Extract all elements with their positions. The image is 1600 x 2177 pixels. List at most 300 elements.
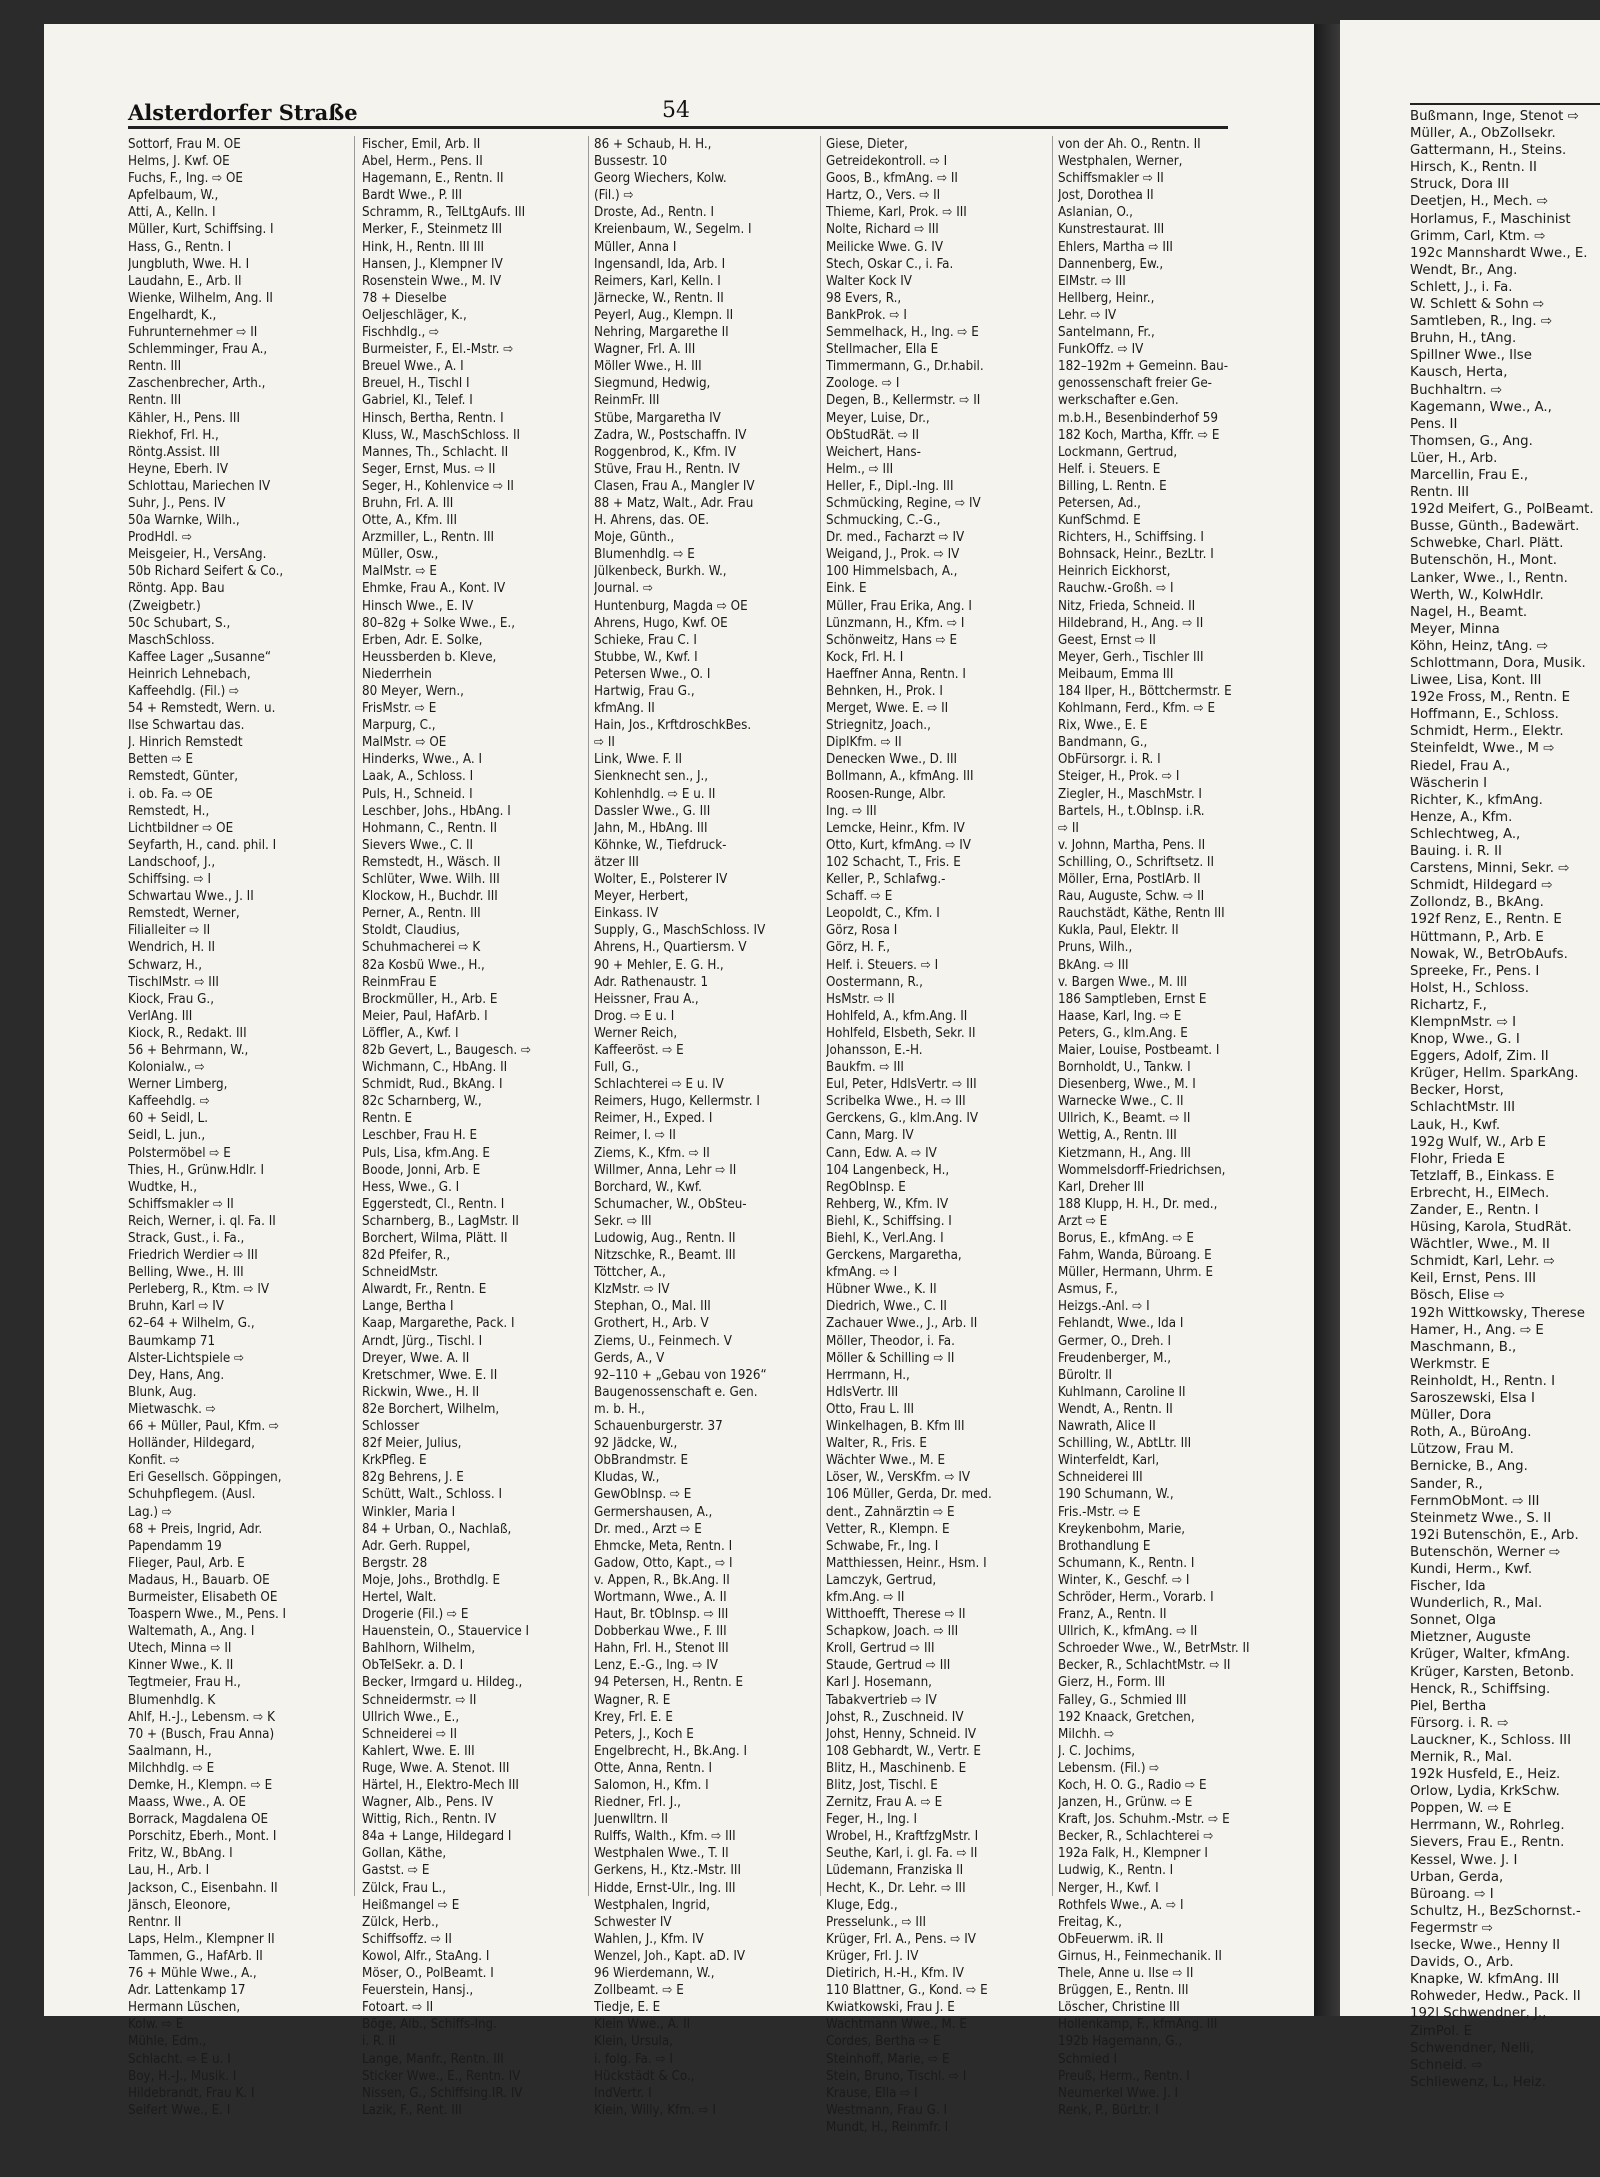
directory-entry-line: Otte, A., Kfm. III [362, 513, 457, 529]
directory-entry-line: Gierz, H., Form. III [1058, 1675, 1166, 1691]
directory-entry-line: Roth, A., BüroAng. [1410, 1425, 1532, 1441]
directory-entry-line: Kohlenhdlg. ⇨ E u. II [594, 786, 716, 802]
directory-entry-line: Milchhdlg. ⇨ E [128, 1760, 215, 1776]
directory-entry-line: Polstermöbel ⇨ E [128, 1145, 231, 1161]
directory-entry-line: Ahrens, H., Quartiersm. V [594, 940, 747, 956]
directory-entry-line: Lanker, Wwe., I., Rentn. [1410, 570, 1568, 586]
directory-entry-line: Becker, Irmgard u. Hildeg., [362, 1675, 523, 1691]
directory-entry-line: Demke, H., Klempn. ⇨ E [128, 1778, 273, 1793]
directory-entry-line: Jungbluth, Wwe. H. I [128, 256, 250, 272]
directory-entry-line: Lehr. ⇨ IV [1058, 307, 1117, 323]
directory-entry-line: Utech, Minna ⇨ II [128, 1641, 232, 1657]
directory-entry-line: Schlachterei ⇨ E u. IV [594, 1077, 724, 1093]
directory-entry-line: Seger, H., Kohlenvice ⇨ II [362, 478, 514, 494]
directory-entry-line: Hidde, Ernst-Ulr., Ing. III [594, 1880, 736, 1896]
directory-entry-line: Flieger, Paul, Arb. E [128, 1555, 245, 1571]
directory-entry-line: Hermann Lüschen, [128, 2000, 241, 2016]
directory-entry-line: Kretschmer, Wwe. E. II [362, 1367, 498, 1383]
directory-entry-line: Schumacher, W., ObSteu- [594, 1196, 747, 1212]
directory-entry-line: Santelmann, Fr., [1058, 325, 1155, 341]
directory-entry-line: Richartz, F., [1410, 997, 1487, 1013]
directory-entry-line: Jost, Dorothea II [1058, 188, 1154, 204]
directory-entry-line: kfmAng. ⇨ I [826, 1265, 898, 1281]
directory-entry-line: Staude, Gertrud ⇨ III [826, 1658, 951, 1674]
directory-entry-line: Saalmann, H., [128, 1743, 212, 1759]
directory-entry-line: Mundt, H., Reinmfr. I [826, 2119, 949, 2135]
directory-entry-line: Link, Wwe. F. II [594, 752, 683, 768]
directory-entry-line: Stech, Oskar C., i. Fa. [826, 256, 954, 272]
directory-entry-line: Milchh. ⇨ [1058, 1726, 1115, 1742]
directory-entry-line: Winterfeldt, Karl, [1058, 1453, 1160, 1469]
page-header [128, 98, 1228, 126]
directory-entry-line: 50c Schubart, S., [128, 615, 231, 631]
directory-entry-line: Ludwig, K., Rentn. I [1058, 1863, 1174, 1879]
directory-entry-line: KlzMstr. ⇨ IV [594, 1282, 670, 1298]
directory-entry-line: Siegmund, Hedwig, [594, 376, 711, 392]
directory-entry-line: Boode, Jonni, Arb. E [362, 1162, 481, 1178]
directory-entry-line: Schramm, R., TelLtgAufs. III [362, 205, 526, 221]
directory-entry-line: Schapkow, Joach. ⇨ III [826, 1624, 959, 1640]
directory-entry-line: 62–64 + Wilhelm, G., [128, 1316, 255, 1332]
directory-entry-line: Wittig, Rich., Rentn. IV [362, 1812, 497, 1828]
directory-column-2 [362, 136, 574, 2119]
directory-entry-line: Dreyer, Wwe. A. II [362, 1350, 470, 1366]
directory-entry-line: Müller, A., ObZollsekr. [1410, 126, 1556, 142]
column-divider [820, 136, 821, 1896]
directory-entry-line: Laps, Helm., Klempner II [128, 1931, 275, 1947]
directory-entry-line: Matthiessen, Heinr., Hsm. I [826, 1555, 987, 1571]
directory-entry-line: 84 + Urban, O., Nachlaß, [362, 1521, 512, 1537]
directory-entry-line: Helf. i. Steuers. ⇨ I [826, 957, 939, 973]
directory-entry-line: Breuel, H., Tischl I [362, 376, 470, 392]
directory-entry-line: Westphalen Wwe., T. II [594, 1846, 729, 1862]
directory-entry-line: Vetter, R., Klempn. E [826, 1521, 950, 1537]
directory-entry-line: Schwendner, Nelli, [1410, 2040, 1535, 2056]
directory-entry-line: 82b Gevert, L., Baugesch. ⇨ [362, 1042, 532, 1058]
facing-page-rule [1410, 103, 1600, 105]
directory-entry-line: Warnecke Wwe., C. II [1058, 1094, 1184, 1110]
directory-entry-line: Presselunk., ⇨ III [826, 1914, 927, 1930]
directory-entry-line: ObTelSekr. a. D. I [362, 1658, 464, 1674]
directory-entry-line: Lünzmann, H., Kfm. ⇨ I [826, 615, 965, 631]
directory-entry-line: 186 Samptleben, Ernst E [1058, 991, 1207, 1007]
directory-entry-line: Böge, Alb., Schiffs-Ing. [362, 2017, 497, 2033]
directory-entry-line: Zadra, W., Postschaffn. IV [594, 427, 747, 443]
directory-entry-line: ObBrandmstr. E [594, 1453, 689, 1469]
directory-entry-line: Keil, Ernst, Pens. III [1410, 1271, 1537, 1287]
directory-entry-line: i. ob. Fa. ⇨ OE [128, 786, 213, 802]
directory-entry-line: Peters, G., klm.Ang. E [1058, 1025, 1188, 1041]
directory-entry-line: Wachtmann Wwe., M. E [826, 2017, 967, 2033]
directory-entry-line: Holländer, Hildegard, [128, 1436, 255, 1452]
directory-entry-line: Stubbe, W., Kwf. I [594, 649, 698, 665]
directory-entry-line: MalMstr. ⇨ E [362, 564, 437, 580]
directory-entry-line: Biehl, K., Schiffsing. I [826, 1213, 952, 1229]
directory-entry-line: ReinmFr. III [594, 393, 660, 409]
directory-entry-line: Puls, Lisa, kfm.Ang. E [362, 1145, 490, 1161]
directory-entry-line: Thieme, Karl, Prok. ⇨ III [826, 205, 967, 221]
directory-entry-line: Schiffsing. ⇨ I [128, 872, 212, 888]
directory-entry-line: Hohlfeld, A., kfm.Ang. II [826, 1008, 968, 1024]
directory-entry-line: Wienke, Wilhelm, Ang. II [128, 290, 273, 306]
directory-entry-line: Schlechtweg, A., [1410, 826, 1521, 842]
directory-entry-line: 110 Blattner, G., Kond. ⇨ E [826, 1983, 988, 1999]
directory-entry-line: Werner Reich, [594, 1025, 678, 1041]
directory-column-4 [826, 136, 1038, 2136]
directory-entry-line: Zollondz, B., BkAng. [1410, 895, 1544, 911]
directory-entry-line: Wudtke, H., [128, 1179, 197, 1195]
directory-entry-line: Lockmann, Gertrud, [1058, 444, 1178, 460]
directory-entry-line: Nagel, H., Beamt. [1410, 604, 1528, 620]
directory-entry-line: Janzen, H., Grünw. ⇨ E [1058, 1795, 1193, 1811]
directory-entry-line: 192b Hagemann, G., [1058, 2034, 1183, 2050]
directory-entry-line: FrisMstr. ⇨ E [362, 701, 437, 717]
directory-entry-line: Geest, Ernst ⇨ II [1058, 632, 1156, 648]
directory-entry-line: Wahlen, J., Kfm. IV [594, 1931, 704, 1947]
directory-entry-line: Zülck, Herb., [362, 1914, 439, 1930]
directory-entry-line: 80 Meyer, Wern., [362, 684, 464, 699]
directory-entry-line: IndVertr. I [594, 2085, 652, 2101]
directory-entry-line: Hüsing, Karola, StudRät. [1410, 1220, 1572, 1236]
directory-entry-line: Urban, Gerda, [1410, 1869, 1504, 1885]
directory-entry-line: Mannes, Th., Schlacht. II [362, 444, 509, 460]
directory-entry-line: BankProk. ⇨ I [826, 307, 907, 323]
directory-entry-line: Tiedje, E. E [594, 2000, 661, 2016]
directory-entry-line: Kreienbaum, W., Segelm. I [594, 222, 752, 238]
directory-entry-line: 88 + Matz, Walt., Adr. Frau [594, 495, 754, 511]
directory-entry-line: 80–82g + Solke Wwe., E., [362, 615, 516, 631]
directory-entry-line: Herrmann, H., [826, 1367, 910, 1383]
directory-entry-line: Lamczyk, Gertrud, [826, 1572, 937, 1588]
directory-entry-line: ObFeuerwm. iR. II [1058, 1931, 1164, 1947]
directory-entry-line: ⇨ II [1058, 820, 1079, 836]
directory-entry-line: Remstedt, H., [128, 803, 210, 819]
directory-entry-line: Meyer, Luise, Dr., [826, 410, 930, 426]
directory-entry-line: Schiffsoffz. ⇨ II [362, 1931, 452, 1947]
directory-entry-line: Carstens, Minni, Sekr. ⇨ [1410, 861, 1570, 877]
directory-entry-line: 108 Gebhardt, W., Vertr. E [826, 1743, 981, 1759]
directory-entry-line: Rix, Wwe., E. E [1058, 718, 1148, 734]
directory-entry-line: Müller, Osw., [362, 547, 439, 563]
directory-entry-line: Hagemann, E., Rentn. II [362, 171, 504, 187]
directory-entry-line: Davids, O., Arb. [1410, 1955, 1514, 1971]
directory-entry-line: Puls, H., Schneid. I [362, 786, 473, 802]
directory-entry-line: ätzer III [594, 854, 639, 870]
directory-entry-line: Eink. E [826, 581, 867, 597]
directory-entry-line: 192i Butenschön, E., Arb. [1410, 1527, 1579, 1543]
directory-entry-line: Zernitz, Frau A. ⇨ E [826, 1795, 943, 1811]
street-title: Alsterdorfer Straße [128, 100, 358, 125]
directory-entry-line: Kundi, Herm., Kwf. [1410, 1561, 1533, 1577]
directory-entry-line: Kock, Frl. H. I [826, 649, 904, 665]
directory-entry-line: Müller, Anna I [594, 239, 677, 255]
directory-entry-line: Alwardt, Fr., Rentn. E [362, 1282, 487, 1298]
directory-entry-line: Schauenburgerstr. 37 [594, 1419, 723, 1435]
directory-entry-line: Apfelbaum, W., [128, 188, 219, 204]
directory-entry-line: Möller & Schilling ⇨ II [826, 1350, 955, 1366]
directory-entry-line: Degen, B., Kellermstr. ⇨ II [826, 393, 981, 409]
directory-entry-line: Fotoart. ⇨ II [362, 2000, 434, 2016]
directory-entry-line: Poppen, W. ⇨ E [1410, 1801, 1512, 1817]
directory-entry-line: Krause, Ella ⇨ I [826, 2085, 918, 2101]
directory-entry-line: Fürsorg. i. R. ⇨ [1410, 1715, 1509, 1731]
directory-entry-line: Dassler Wwe., G. III [594, 803, 711, 819]
directory-entry-line: Klein Wwe., A. II [594, 2017, 691, 2033]
directory-entry-line: Blunk, Aug. [128, 1384, 197, 1400]
directory-entry-line: Mühle, Edm., [128, 2034, 207, 2050]
directory-entry-line: 82a Kosbü Wwe., H., [362, 957, 485, 973]
directory-entry-line: Riekhof, Frl. H., [128, 427, 219, 443]
directory-entry-line: Fuhrunternehmer ⇨ II [128, 325, 258, 341]
directory-entry-line: Nehring, Margarethe II [594, 325, 729, 341]
directory-entry-line: Hellberg, Heinr., [1058, 290, 1155, 306]
directory-entry-line: Meyer, Herbert, [594, 889, 689, 905]
directory-entry-line: 82e Borchert, Wilhelm, [362, 1401, 500, 1417]
directory-entry-line: FunkOffz. ⇨ IV [1058, 342, 1144, 358]
directory-entry-line: Zollbeamt. ⇨ E [594, 1983, 684, 1999]
directory-entry-line: Hess, Wwe., G. I [362, 1179, 460, 1195]
directory-entry-line: Blumenhdlg. ⇨ E [594, 547, 695, 563]
directory-entry-line: Bahlhorn, Wilhelm, [362, 1641, 476, 1657]
directory-entry-line: 190 Schumann, W., [1058, 1487, 1174, 1503]
directory-entry-line: 84a + Lange, Hildegard I [362, 1829, 512, 1845]
directory-entry-line: Bollmann, A., kfmAng. III [826, 769, 974, 785]
directory-entry-line: Schliewenz, L., Heiz. [1410, 2074, 1546, 2090]
directory-entry-line: von der Ah. O., Rentn. II [1058, 137, 1201, 152]
directory-entry-line: Hecht, K., Dr. Lehr. ⇨ III [826, 1880, 966, 1896]
directory-entry-line: Willmer, Anna, Lehr ⇨ II [594, 1162, 737, 1178]
directory-entry-line: Henck, R., Schiffsing. [1410, 1681, 1551, 1697]
directory-entry-line: Wrobel, H., KraftfzgMstr. I [826, 1829, 979, 1845]
directory-entry-line: ObFürsorgr. i. R. I [1058, 752, 1161, 768]
directory-entry-line: Lützow, Frau M. [1410, 1442, 1514, 1458]
directory-entry-line: 184 Ilper, H., Böttchermstr. E [1058, 684, 1232, 699]
directory-entry-line: Baumkamp 71 [128, 1333, 216, 1349]
page-gutter [1314, 24, 1340, 2016]
directory-entry-line: 106 Müller, Gerda, Dr. med. [826, 1487, 992, 1503]
directory-entry-line: Dr. med., Arzt ⇨ E [594, 1521, 702, 1537]
directory-entry-line: Röntg. App. Bau [128, 581, 225, 597]
column-divider [354, 136, 355, 1896]
directory-entry-line: Hass, G., Rentn. I [128, 239, 232, 255]
directory-entry-line: Waltemath, A., Ang. I [128, 1624, 255, 1640]
directory-entry-line: Semmelhack, H., Ing. ⇨ E [826, 325, 979, 341]
directory-entry-line: Schwarz, H., [128, 957, 203, 973]
directory-entry-line: Maass, Wwe., A. OE [128, 1795, 246, 1811]
directory-entry-line: kfm.Ang. ⇨ II [826, 1589, 905, 1605]
directory-entry-line: Ehmke, Frau A., Kont. IV [362, 581, 506, 597]
directory-entry-line: 82d Pfeifer, R., [362, 1248, 451, 1264]
directory-entry-line: Seyfarth, H., cand. phil. I [128, 837, 277, 853]
directory-entry-line: Boy, H.-J., Musik. I [128, 2068, 237, 2084]
directory-entry-line: Falley, G., Schmied III [1058, 1692, 1187, 1708]
directory-entry-line: 104 Langenbeck, H., [826, 1162, 950, 1178]
directory-column-1 [128, 136, 340, 2119]
directory-entry-line: Löscher, Christine III [1058, 2000, 1180, 2016]
directory-entry-line: 70 + (Busch, Frau Anna) [128, 1726, 275, 1742]
directory-entry-line: TischlMstr. ⇨ III [128, 974, 219, 990]
directory-column-5 [1058, 136, 1276, 2119]
directory-entry-line: Schieke, Frau C. I [594, 632, 697, 648]
directory-entry-line: Zander, E., Rentn. I [1410, 1203, 1539, 1218]
directory-entry-line: Steinmetz Wwe., S. II [1410, 1510, 1552, 1526]
directory-entry-line: Salomon, H., Kfm. I [594, 1778, 709, 1793]
directory-entry-line: Seger, Ernst, Mus. ⇨ II [362, 461, 496, 477]
directory-entry-line: HdlsVertr. III [826, 1384, 899, 1400]
directory-entry-line: Nawrath, Alice II [1058, 1419, 1156, 1435]
directory-entry-line: Lenz, E.-G., Ing. ⇨ IV [594, 1658, 718, 1674]
directory-entry-line: Steiger, H., Prok. ⇨ I [1058, 769, 1180, 785]
directory-entry-line: Kinner Wwe., K. II [128, 1658, 234, 1674]
directory-entry-line: 92–110 + „Gebau von 1926“ [594, 1367, 767, 1383]
directory-entry-line: Engelhardt, K., [128, 307, 217, 323]
directory-entry-line: Niederrhein [362, 666, 432, 682]
directory-entry-line: Knapke, W. kfmAng. III [1410, 1972, 1560, 1988]
directory-entry-line: Seidl, L. jun., [128, 1128, 206, 1144]
directory-entry-line: Schmidt, Karl, Lehr. ⇨ [1410, 1254, 1555, 1270]
directory-entry-line: Müller, Dora [1410, 1408, 1492, 1424]
directory-entry-line: Striegnitz, Joach., [826, 718, 931, 734]
directory-entry-line: Möller, Erna, PostlArb. II [1058, 872, 1201, 888]
directory-entry-line: Georg Wiechers, Kolw. [594, 171, 727, 187]
directory-entry-line: Timmermann, G., Dr.habil. [826, 359, 984, 375]
directory-entry-line: Tetzlaff, B., Einkass. E [1410, 1168, 1555, 1184]
directory-entry-line: Reich, Werner, i. ql. Fa. II [128, 1213, 276, 1229]
directory-entry-line: Rau, Auguste, Schw. ⇨ II [1058, 889, 1205, 905]
directory-entry-line: Strack, Gust., i. Fa., [128, 1231, 245, 1246]
directory-entry-line: Klein, Ursula, [594, 2034, 673, 2050]
directory-entry-line: Schlottmann, Dora, Musik. [1410, 656, 1586, 671]
directory-entry-line: Wagner, Alb., Pens. IV [362, 1795, 494, 1811]
directory-entry-line: Nissen, G., Schiffsing.IR. IV [362, 2085, 523, 2101]
directory-entry-line: Hamer, H., Ang. ⇨ E [1410, 1322, 1544, 1338]
directory-entry-line: Krüger, Frl. A., Pens. ⇨ IV [826, 1931, 976, 1947]
directory-entry-line: Hartz, O., Vers. ⇨ II [826, 188, 941, 204]
directory-entry-line: Schröder, Herm., Vorarb. I [1058, 1589, 1214, 1605]
directory-entry-line: 66 + Müller, Paul, Kfm. ⇨ [128, 1419, 280, 1435]
directory-entry-line: Lauk, H., Kwf. [1410, 1117, 1501, 1133]
directory-entry-line: Juenwlltrn. II [594, 1812, 669, 1828]
directory-entry-line: 68 + Preis, Ingrid, Adr. [128, 1521, 263, 1537]
directory-entry-line: Remstedt, H., Wäsch. II [362, 854, 501, 870]
column-divider [1052, 136, 1053, 1896]
directory-entry-line: 78 + Dieselbe [362, 290, 447, 306]
directory-entry-line: Filialleiter ⇨ II [128, 923, 211, 939]
directory-entry-line: Helf. i. Steuers. E [1058, 461, 1161, 477]
directory-entry-line: Ahrens, Hugo, Kwf. OE [594, 615, 728, 631]
directory-entry-line: Oostermann, R., [826, 974, 923, 990]
directory-entry-line: 92 Jädcke, W., [594, 1436, 678, 1452]
directory-entry-line: Remstedt, Werner, [128, 906, 240, 922]
directory-entry-line: Rosenstein Wwe., M. IV [362, 273, 502, 289]
directory-entry-line: Lau, H., Arb. I [128, 1863, 210, 1879]
directory-entry-line: Butenschön, H., Mont. [1410, 553, 1557, 569]
directory-entry-line: (Zweigbetr.) [128, 598, 201, 614]
directory-entry-line: Girnus, H., Feinmechanik. II [1058, 1948, 1222, 1964]
directory-entry-line: Atti, A., Kelln. I [128, 205, 216, 221]
directory-entry-line: KrkPfleg. E [362, 1453, 427, 1469]
page-number: 54 [662, 98, 690, 123]
directory-entry-line: Schwester IV [594, 1914, 672, 1930]
directory-entry-line: Haase, Karl, Ing. ⇨ E [1058, 1008, 1182, 1024]
directory-entry-line: Lauckner, K., Schloss. III [1410, 1732, 1572, 1748]
directory-entry-line: Schneid. ⇨ [1410, 2057, 1483, 2073]
directory-entry-line: Kietzmann, H., Ang. III [1058, 1145, 1191, 1161]
directory-entry-line: Eggerstedt, Cl., Rentn. I [362, 1196, 505, 1212]
facing-page-column [1410, 108, 1600, 2091]
directory-entry-line: Friedrich Werdier ⇨ III [128, 1248, 258, 1264]
directory-entry-line: Sticker Wwe., E., Rentn. IV [362, 2068, 521, 2084]
directory-entry-line: Müller, Frau Erika, Ang. I [826, 598, 972, 614]
directory-entry-line: Oeljeschläger, K., [362, 307, 467, 323]
directory-entry-line: Kolonialw., ⇨ [128, 1060, 205, 1076]
directory-entry-line: Giese, Dieter, [826, 137, 908, 152]
directory-entry-line: Petersen Wwe., O. I [594, 666, 711, 682]
directory-entry-line: Weigand, J., Prok. ⇨ IV [826, 547, 960, 563]
directory-entry-line: Nerger, H., Kwf. I [1058, 1880, 1159, 1896]
directory-entry-line: Clasen, Frau A., Mangler IV [594, 478, 755, 494]
directory-entry-line: Zoologe. ⇨ I [826, 376, 900, 392]
directory-entry-line: Deetjen, H., Mech. ⇨ [1410, 194, 1549, 210]
directory-entry-line: Schilling, O., Schriftsetz. II [1058, 854, 1214, 870]
directory-entry-line: Maier, Louise, Postbeamt. I [1058, 1042, 1220, 1058]
directory-entry-line: Roggenbrod, K., Kfm. IV [594, 444, 737, 460]
directory-entry-line: v. Johnn, Martha, Pens. II [1058, 837, 1206, 853]
directory-entry-line: Schroeder Wwe., W., BetrMstr. II [1058, 1641, 1250, 1657]
directory-entry-line: Saroszewski, Elsa I [1410, 1391, 1535, 1407]
directory-entry-line: Peyerl, Aug., Klempn. II [594, 307, 734, 323]
directory-entry-line: 54 + Remstedt, Wern. u. [128, 701, 276, 717]
directory-entry-line: Kolw. ⇨ E [128, 2017, 184, 2033]
directory-entry-line: Weichert, Hans- [826, 444, 921, 460]
directory-entry-line: Perleberg, R., Ktm. ⇨ IV [128, 1282, 270, 1298]
directory-entry-line: Asmus, F., [1058, 1282, 1118, 1298]
directory-entry-line: Heyne, Eberh. IV [128, 461, 229, 477]
directory-entry-line: Rothfels Wwe., A. ⇨ I [1058, 1897, 1184, 1913]
directory-entry-line: Borus, E., kfmAng. ⇨ E [1058, 1231, 1194, 1246]
directory-entry-line: Kiock, R., Redakt. III [128, 1025, 247, 1041]
directory-entry-line: m. b. H., [594, 1401, 645, 1417]
directory-entry-line: Fegermstr ⇨ [1410, 1920, 1493, 1936]
directory-entry-line: Lemcke, Heinr., Kfm. IV [826, 820, 965, 836]
directory-entry-line: Rentn. III [1410, 485, 1470, 501]
directory-entry-line: Tegtmeier, Frau H., [128, 1675, 241, 1691]
directory-entry-line: Bruhn, Frl. A. III [362, 495, 454, 511]
directory-entry-line: Abel, Herm., Pens. II [362, 154, 483, 170]
directory-entry-line: Horlamus, F., Maschinist [1410, 211, 1571, 227]
directory-entry-line: Werkmstr. E [1410, 1356, 1490, 1372]
directory-entry-line: Kowol, Alfr., StaAng. I [362, 1948, 490, 1964]
directory-entry-line: Leopoldt, C., Kfm. I [826, 906, 940, 922]
directory-entry-line: Helm., ⇨ III [826, 461, 894, 477]
directory-entry-line: H. Ahrens, das. OE. [594, 513, 710, 529]
directory-entry-line: Bartels, H., t.ObInsp. i.R. [1058, 803, 1205, 819]
directory-entry-line: Löffler, A., Kwf. I [362, 1025, 459, 1041]
directory-entry-line: Nitz, Frieda, Schneid. II [1058, 598, 1196, 614]
directory-entry-line: Wenzel, Joh., Kapt. aD. IV [594, 1948, 746, 1964]
directory-entry-line: Kaffee Lager „Susanne“ [128, 649, 272, 665]
directory-entry-line: Huntenburg, Magda ⇨ OE [594, 598, 748, 614]
directory-entry-line: Kähler, H., Pens. III [128, 410, 240, 426]
directory-entry-line: Stellmacher, Ella E [826, 342, 939, 358]
directory-entry-line: Sekr. ⇨ III [594, 1213, 652, 1229]
directory-entry-line: Scharnberg, B., LagMstr. II [362, 1213, 519, 1229]
directory-entry-line: 182 Koch, Martha, Kffr. ⇨ E [1058, 427, 1220, 443]
directory-entry-line: Papendamm 19 [128, 1538, 222, 1554]
directory-entry-line: Maschmann, B., [1410, 1339, 1517, 1355]
directory-entry-line: Schneidermstr. ⇨ II [362, 1692, 477, 1708]
directory-entry-line: Betten ⇨ E [128, 752, 194, 768]
